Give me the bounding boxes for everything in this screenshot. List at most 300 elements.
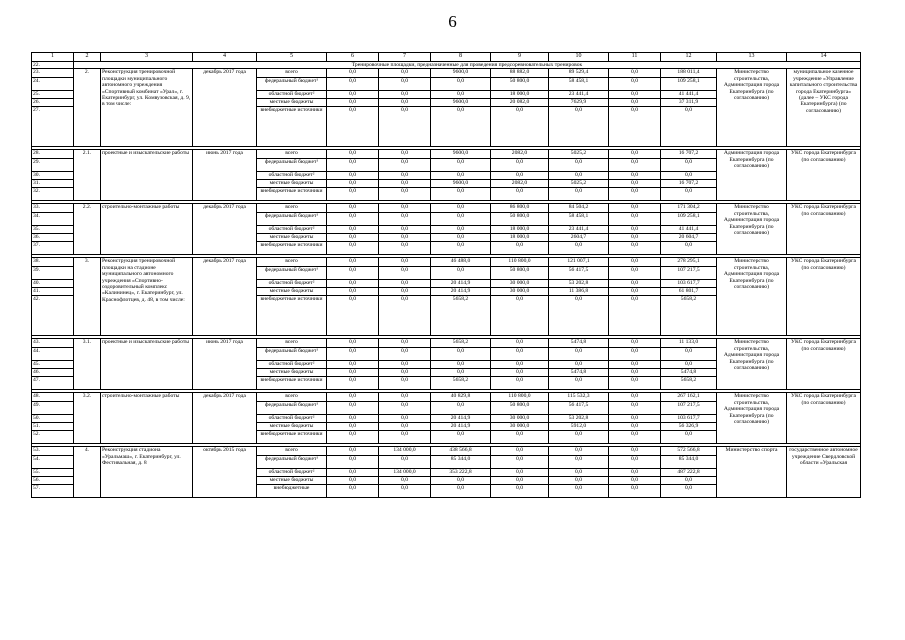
amount-cell: 0,0 [609,485,661,498]
amount-cell: 487 222,8 [661,469,717,477]
amount-cell: 0,0 [609,469,661,477]
amount-cell: 2082,0 [491,150,549,159]
amount-cell: 16 707,2 [661,150,717,159]
amount-cell: 0,0 [491,159,549,172]
funding-source: областной бюджет² [257,361,327,369]
item-name: проектные и изыскательские работы [101,150,193,201]
item-name: Реконструкция стадиона «Уральмаш», г. Екатеринбург, ул. Фестивальная, д. 8 [101,447,193,498]
funding-source: местные бюджеты [257,423,327,431]
funding-source: всего [257,69,327,78]
row-number: 53. [32,447,74,456]
amount-cell: 267 162,1 [661,393,717,402]
funding-source: внебюджетные источники [257,242,327,255]
amount-cell: 0,0 [327,159,379,172]
funding-source: местные бюджеты [257,288,327,296]
column-number: 5 [257,53,327,62]
amount-cell: 0,0 [327,469,379,477]
row-number: 24. [32,78,74,91]
amount-cell: 103 617,7 [661,415,717,423]
amount-cell: 0,0 [609,99,661,107]
funding-source: областной бюджет² [257,469,327,477]
amount-cell: 0,0 [327,415,379,423]
row-number: 38. [32,258,74,267]
amount-cell: 0,0 [431,431,491,444]
amount-cell: 0,0 [327,280,379,288]
amount-cell: 0,0 [609,377,661,390]
amount-cell: 0,0 [379,423,431,431]
column-number: 6 [327,53,379,62]
amount-cell: 0,0 [609,348,661,361]
item-period: декабрь 2017 года [193,393,257,444]
amount-cell: 134 000,0 [379,447,431,456]
amount-cell: 278 295,1 [661,258,717,267]
row-number: 42. [32,296,74,336]
amount-cell: 0,0 [379,369,431,377]
item-number: 2.1. [74,150,101,201]
amount-cell: 0,0 [609,69,661,78]
amount-cell: 0,0 [379,477,431,485]
amount-cell: 0,0 [327,172,379,180]
amount-cell: 0,0 [379,150,431,159]
column-number: 11 [609,53,661,62]
amount-cell: 0,0 [379,188,431,201]
amount-cell: 11 386,8 [549,288,609,296]
amount-cell: 107 217,5 [661,402,717,415]
amount-cell: 0,0 [431,188,491,201]
item-name: Реконструкция тренировочной площадки на стадионе муниципального автономного учреждения «Спортивно-оздоровительный комплекс «Калининец», г. Екатеринбург, ул. Краснофлотцев, д. 48, в том числе: [101,258,193,336]
amount-cell: 5912,0 [549,423,609,431]
amount-cell: 0,0 [549,456,609,469]
row-number: 54. [32,456,74,469]
amount-cell: 0,0 [327,485,379,498]
amount-cell: 0,0 [327,107,379,147]
amount-cell: 0,0 [609,159,661,172]
amount-cell: 0,0 [379,107,431,147]
amount-cell: 56 326,9 [661,423,717,431]
table-row [32,339,861,348]
amount-cell: 5658,2 [431,296,491,336]
row-number: 39. [32,267,74,280]
item-name: Реконструкция тренировочной площадки муниципального автономного учреждения «Спортивный комбинат «Урал», г. Екатеринбург, ул. Комвузовская, д. 9, в том числе: [101,69,193,147]
funding-source: федеральный бюджет¹ [257,348,327,361]
amount-cell: 0,0 [661,172,717,180]
row-number: 46. [32,369,74,377]
amount-cell: 41 441,4 [661,226,717,234]
amount-cell: 0,0 [491,188,549,201]
table-row [32,150,861,159]
amount-cell: 0,0 [491,242,549,255]
amount-cell: 56 417,5 [549,267,609,280]
funding-source: всего [257,258,327,267]
amount-cell: 5658,2 [431,339,491,348]
amount-cell: 0,0 [609,456,661,469]
amount-cell: 0,0 [549,469,609,477]
item-period: октябрь 2015 года [193,447,257,498]
amount-cell: 0,0 [609,107,661,147]
amount-cell: 0,0 [491,172,549,180]
row-number: 35. [32,226,74,234]
amount-cell: 0,0 [379,431,431,444]
amount-cell: 50 800,0 [491,213,549,226]
item-number: 3.2. [74,393,101,444]
amount-cell: 0,0 [491,361,549,369]
executor: Министерство строительства, Администрация города Екатеринбурга (по согласованию) [717,339,787,390]
amount-cell: 171 304,2 [661,204,717,213]
amount-cell: 0,0 [549,377,609,390]
amount-cell: 0,0 [661,477,717,485]
row-number: 33. [32,204,74,213]
row-number: 41. [32,288,74,296]
amount-cell: 86 800,0 [491,204,549,213]
amount-cell: 0,0 [327,150,379,159]
amount-cell: 40 829,8 [431,393,491,402]
amount-cell: 0,0 [491,369,549,377]
funding-source: местные бюджеты [257,369,327,377]
amount-cell: 0,0 [609,288,661,296]
amount-cell: 0,0 [609,415,661,423]
amount-cell: 0,0 [379,258,431,267]
funding-source: всего [257,393,327,402]
amount-cell: 0,0 [549,107,609,147]
funding-source: областной бюджет² [257,91,327,99]
row-number: 32. [32,188,74,201]
amount-cell: 0,0 [609,280,661,288]
amount-cell: 0,0 [609,180,661,188]
item-number: 2.2. [74,204,101,255]
amount-cell: 0,0 [327,91,379,99]
amount-cell: 0,0 [549,477,609,485]
amount-cell: 9600,0 [431,99,491,107]
row-number: 40. [32,280,74,288]
amount-cell: 0,0 [431,172,491,180]
table-row [32,258,861,267]
amount-cell: 0,0 [549,188,609,201]
amount-cell: 0,0 [609,369,661,377]
amount-cell: 0,0 [661,159,717,172]
amount-cell: 7629,9 [549,99,609,107]
amount-cell: 0,0 [609,258,661,267]
funding-source: областной бюджет² [257,172,327,180]
amount-cell: 5658,2 [661,377,717,390]
amount-cell: 0,0 [431,159,491,172]
recipient: УКС города Екатеринбурга (по согласованию) [787,204,861,255]
amount-cell: 0,0 [431,242,491,255]
table-row [32,393,861,402]
amount-cell: 0,0 [609,213,661,226]
funding-source: областной бюджет² [257,226,327,234]
amount-cell: 134 000,0 [379,469,431,477]
amount-cell: 0,0 [609,188,661,201]
amount-cell: 0,0 [491,477,549,485]
amount-cell: 103 617,7 [661,280,717,288]
item-period: декабрь 2017 года [193,204,257,255]
amount-cell: 16 707,2 [661,180,717,188]
column-number: 3 [101,53,193,62]
amount-cell: 0,0 [327,99,379,107]
amount-cell: 0,0 [379,78,431,91]
amount-cell: 2082,0 [491,180,549,188]
amount-cell: 0,0 [609,431,661,444]
amount-cell: 30 000,0 [491,288,549,296]
amount-cell: 0,0 [379,91,431,99]
amount-cell: 0,0 [327,226,379,234]
amount-cell: 0,0 [431,107,491,147]
amount-cell: 30 000,0 [491,280,549,288]
amount-cell: 0,0 [609,296,661,336]
amount-cell: 0,0 [327,234,379,242]
amount-cell: 85 344,0 [661,456,717,469]
funding-source: областной бюджет² [257,280,327,288]
amount-cell: 20 082,0 [491,99,549,107]
amount-cell: 18 000,0 [491,226,549,234]
column-number: 9 [491,53,549,62]
amount-cell: 20 414,9 [431,415,491,423]
row-number: 50. [32,415,74,423]
amount-cell: 0,0 [491,431,549,444]
amount-cell: 0,0 [609,242,661,255]
amount-cell: 0,0 [549,431,609,444]
item-name: проектные и изыскательские работы [101,339,193,390]
amount-cell: 0,0 [327,267,379,280]
funding-source: местные бюджеты [257,234,327,242]
item-number: 3.1. [74,339,101,390]
amount-cell: 0,0 [379,377,431,390]
row-number: 26. [32,99,74,107]
amount-cell: 9600,0 [431,180,491,188]
amount-cell: 18 000,0 [491,91,549,99]
amount-cell: 23 441,4 [549,226,609,234]
funding-source: федеральный бюджет¹ [257,78,327,91]
row-number: 49. [32,402,74,415]
row-number: 36. [32,234,74,242]
amount-cell: 20 604,7 [661,234,717,242]
amount-cell: 0,0 [609,91,661,99]
amount-cell: 0,0 [609,150,661,159]
amount-cell: 0,0 [379,172,431,180]
amount-cell: 37 311,9 [661,99,717,107]
item-name: строительно-монтажные работы [101,204,193,255]
amount-cell: 0,0 [661,242,717,255]
column-number: 12 [661,53,717,62]
executor: Министерство строительства, Администрация города Екатеринбурга (по согласованию) [717,204,787,255]
amount-cell: 18 000,0 [491,234,549,242]
amount-cell: 0,0 [661,107,717,147]
amount-cell: 61 801,7 [661,288,717,296]
amount-cell: 0,0 [327,348,379,361]
recipient: УКС города Екатеринбурга (по согласованию) [787,258,861,336]
amount-cell: 110 800,0 [491,258,549,267]
amount-cell: 0,0 [491,296,549,336]
amount-cell: 5474,8 [661,369,717,377]
recipient: УКС города Екатеринбурга (по согласованию) [787,339,861,390]
amount-cell: 0,0 [379,226,431,234]
amount-cell: 0,0 [379,348,431,361]
amount-cell: 0,0 [661,485,717,498]
column-number: 2 [74,53,101,62]
amount-cell: 9600,0 [431,150,491,159]
amount-cell: 0,0 [609,447,661,456]
amount-cell: 0,0 [431,477,491,485]
item-period: декабрь 2017 года [193,69,257,147]
amount-cell: 0,0 [549,296,609,336]
amount-cell: 41 441,4 [661,91,717,99]
amount-cell: 0,0 [491,456,549,469]
item-number: 4. [74,447,101,498]
amount-cell: 0,0 [327,339,379,348]
amount-cell: 0,0 [491,447,549,456]
amount-cell: 0,0 [379,159,431,172]
item-period: июнь 2017 года [193,150,257,201]
amount-cell: 0,0 [609,361,661,369]
row-number: 34. [32,213,74,226]
amount-cell: 5025,2 [549,150,609,159]
section-title: Тренировочные площадки, предназначенные для проведения предсоревновательных тренировок [74,62,861,69]
amount-cell: 0,0 [609,226,661,234]
amount-cell: 0,0 [609,78,661,91]
amount-cell: 0,0 [327,369,379,377]
column-number: 4 [193,53,257,62]
amount-cell: 0,0 [491,377,549,390]
row-number: 52. [32,431,74,444]
amount-cell: 0,0 [431,91,491,99]
amount-cell: 0,0 [379,415,431,423]
funding-table [31,52,861,498]
amount-cell: 5025,2 [549,180,609,188]
row-number: 27. [32,107,74,147]
row-number: 45. [32,361,74,369]
amount-cell: 107 217,5 [661,267,717,280]
row-number: 48. [32,393,74,402]
amount-cell: 0,0 [379,296,431,336]
amount-cell: 0,0 [327,78,379,91]
amount-cell: 85 344,0 [431,456,491,469]
funding-source: федеральный бюджет¹ [257,213,327,226]
amount-cell: 0,0 [431,361,491,369]
amount-cell: 0,0 [379,485,431,498]
column-number: 10 [549,53,609,62]
amount-cell: 0,0 [379,242,431,255]
amount-cell: 5474,8 [549,339,609,348]
amount-cell: 46 488,0 [431,258,491,267]
amount-cell: 0,0 [327,431,379,444]
amount-cell: 0,0 [491,339,549,348]
amount-cell: 109 258,1 [661,78,717,91]
amount-cell: 0,0 [327,447,379,456]
amount-cell: 53 202,8 [549,415,609,423]
column-number-row [32,53,861,62]
amount-cell: 0,0 [661,188,717,201]
executor: Администрация города Екатеринбурга (по согласованию) [717,150,787,201]
funding-source: всего [257,339,327,348]
amount-cell: 0,0 [379,204,431,213]
amount-cell: 0,0 [491,107,549,147]
row-number: 22. [32,62,74,69]
amount-cell: 0,0 [327,361,379,369]
amount-cell: 0,0 [379,99,431,107]
funding-source: внебюджетные источники [257,188,327,201]
amount-cell: 0,0 [327,258,379,267]
amount-cell: 0,0 [549,348,609,361]
amount-cell: 0,0 [327,180,379,188]
amount-cell: 0,0 [327,402,379,415]
funding-source: внебюджетные источники [257,296,327,336]
row-number: 47. [32,377,74,390]
amount-cell: 50 800,0 [491,402,549,415]
amount-cell: 0,0 [327,213,379,226]
amount-cell: 0,0 [661,348,717,361]
amount-cell: 0,0 [327,423,379,431]
row-number: 28. [32,150,74,159]
amount-cell: 5658,2 [661,296,717,336]
amount-cell: 0,0 [549,485,609,498]
executor: Министерство строительства, Администрация города Екатеринбурга (по согласованию) [717,258,787,336]
row-number: 55. [32,469,74,477]
amount-cell: 0,0 [609,402,661,415]
amount-cell: 88 882,0 [491,69,549,78]
amount-cell: 0,0 [379,267,431,280]
funding-source: внебюджетные источники [257,431,327,444]
executor: Министерство строительства, Администрация города Екатеринбурга (по согласованию) [717,69,787,147]
amount-cell: 353 222,8 [431,469,491,477]
item-period: декабрь 2017 года [193,258,257,336]
amount-cell: 0,0 [549,172,609,180]
amount-cell: 2604,7 [549,234,609,242]
amount-cell: 20 414,9 [431,288,491,296]
funding-source: внебюджетные [257,485,327,498]
funding-source: местные бюджеты [257,99,327,107]
amount-cell: 0,0 [379,234,431,242]
column-number: 13 [717,53,787,62]
amount-cell: 0,0 [549,361,609,369]
amount-cell: 58 458,1 [549,78,609,91]
amount-cell: 0,0 [431,485,491,498]
row-number: 56. [32,477,74,485]
amount-cell: 0,0 [609,393,661,402]
amount-cell: 0,0 [379,180,431,188]
row-number: 31. [32,180,74,188]
amount-cell: 0,0 [491,348,549,361]
recipient: УКС города Екатеринбурга (по согласованию) [787,150,861,201]
row-number: 57. [32,485,74,498]
funding-source: федеральный бюджет¹ [257,159,327,172]
amount-cell: 0,0 [431,348,491,361]
amount-cell: 0,0 [431,78,491,91]
column-number: 1 [32,53,74,62]
funding-source: федеральный бюджет¹ [257,402,327,415]
column-number: 14 [787,53,861,62]
executor: Министерство спорта [717,447,787,498]
amount-cell: 20 414,9 [431,280,491,288]
amount-cell: 0,0 [549,242,609,255]
amount-cell: 121 007,1 [549,258,609,267]
page-number: 6 [448,12,457,31]
amount-cell: 0,0 [661,361,717,369]
amount-cell: 0,0 [327,477,379,485]
funding-source: внебюджетные источники [257,377,327,390]
funding-source: федеральный бюджет¹ [257,456,327,469]
row-number: 43. [32,339,74,348]
amount-cell: 0,0 [609,423,661,431]
amount-cell: 572 566,8 [661,447,717,456]
amount-cell: 0,0 [379,456,431,469]
amount-cell: 0,0 [379,361,431,369]
amount-cell: 115 532,3 [549,393,609,402]
amount-cell: 5658,2 [431,377,491,390]
recipient: государственное автономное учреждение Свердловской области «Уральская [787,447,861,498]
table-row [32,204,861,213]
column-number: 7 [379,53,431,62]
amount-cell: 0,0 [327,296,379,336]
